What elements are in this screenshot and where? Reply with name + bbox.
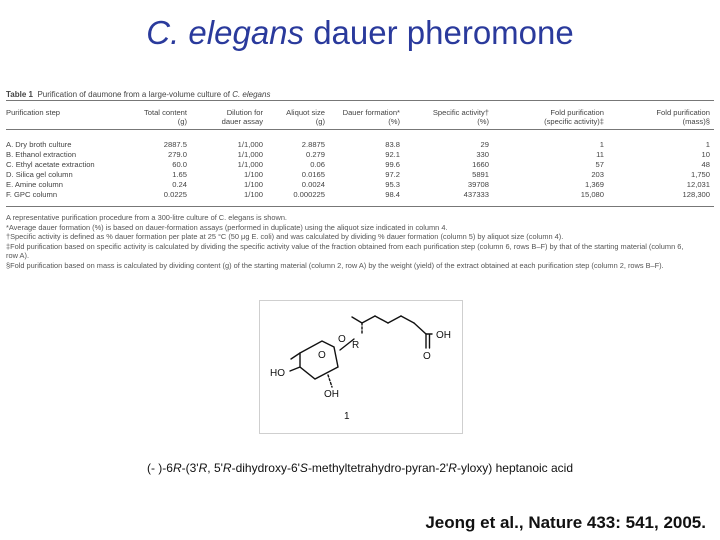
name-part: R xyxy=(222,461,232,475)
ring-methyl-bond xyxy=(291,353,300,359)
cell: 29 xyxy=(480,140,489,149)
ring-oh-bond xyxy=(290,367,300,371)
footnote: row A). xyxy=(6,251,29,261)
table-caption xyxy=(6,90,270,99)
cell: 15,080 xyxy=(580,190,604,199)
header-line: dauer assay xyxy=(221,117,263,126)
compound-number: 1 xyxy=(344,411,350,422)
cell: 1660 xyxy=(472,160,489,169)
cell: 2.8875 xyxy=(301,140,325,149)
cell: 11 xyxy=(596,150,604,159)
cell: 10 xyxy=(701,150,710,159)
name-part: -dihydroxy-6' xyxy=(231,461,300,475)
table-header-rule xyxy=(6,129,714,130)
header-line: Purification step xyxy=(6,108,61,117)
daumone-structure xyxy=(260,301,462,433)
cell: 437333 xyxy=(463,190,489,199)
cell: 39708 xyxy=(467,180,489,189)
cell: E. Amine column xyxy=(6,180,63,189)
header-purification-step xyxy=(6,108,60,117)
header-line: (mass)§ xyxy=(682,117,710,126)
header-total-content xyxy=(144,108,187,126)
cell: 60.0 xyxy=(172,160,187,169)
slide-title xyxy=(0,14,720,52)
cell: 203 xyxy=(591,170,604,179)
title-species: C. elegans xyxy=(146,14,305,51)
cell: 97.2 xyxy=(385,170,400,179)
table-top-rule xyxy=(6,100,714,101)
table-footnotes xyxy=(6,213,714,271)
chemical-structure xyxy=(259,300,463,434)
cell: 99.6 xyxy=(385,160,400,169)
cell: 48 xyxy=(701,160,710,169)
name-part: -(3' xyxy=(181,461,199,475)
bottom-oh-label: OH xyxy=(324,389,339,400)
chain-bond xyxy=(375,316,388,323)
name-part: S xyxy=(299,461,308,475)
citation: Jeong et al., Nature 433: 541, 2005. xyxy=(425,513,706,532)
cell: F. GPC column xyxy=(6,190,58,199)
cell: 92.1 xyxy=(385,150,400,159)
ring-o-label: O xyxy=(318,350,326,361)
cell: 83.8 xyxy=(385,140,400,149)
name-part: -methyltetrahydro-pyran-2' xyxy=(307,461,449,475)
footnote: †Specific activity is defined as % dauer formation per plate at 25 °C (50 μg E. coli) and was calculated by dividing % dauer formation (column 5) by aliquot size (column 4). xyxy=(6,232,564,242)
cell: 0.0225 xyxy=(163,190,187,199)
cell: 5891 xyxy=(472,170,489,179)
ring-oh-bond-bottom xyxy=(328,375,332,387)
cell: 1/100 xyxy=(243,170,263,179)
name-part: R xyxy=(448,461,457,475)
name-part: -yloxy) heptanoic acid xyxy=(456,461,574,475)
cell: 1 xyxy=(599,140,604,149)
cell: 2887.5 xyxy=(163,140,187,149)
name-part: R xyxy=(198,461,208,475)
cell: 1/1,000 xyxy=(237,140,263,149)
cell: 12,031 xyxy=(686,180,710,189)
header-line: (g) xyxy=(177,117,187,126)
cell: 128,300 xyxy=(682,190,710,199)
header-dauer-formation xyxy=(343,108,400,126)
header-line: Total content xyxy=(143,108,187,117)
header-line: (%) xyxy=(477,117,489,126)
header-line: Dauer formation* xyxy=(342,108,400,117)
header-line: Fold purification xyxy=(656,108,710,117)
cell: 330 xyxy=(476,150,489,159)
cell: B. Ethanol extraction xyxy=(6,150,77,159)
header-aliquot-size xyxy=(286,108,325,126)
cell: 1/1,000 xyxy=(237,150,263,159)
table-bottom-rule xyxy=(6,206,714,207)
header-line: Specific activity† xyxy=(432,108,489,117)
cell: 1,750 xyxy=(690,170,710,179)
header-line: Fold purification xyxy=(550,108,604,117)
cell: 0.000225 xyxy=(293,190,325,199)
cell: 1 xyxy=(705,140,710,149)
name-part: R xyxy=(172,461,182,475)
title-rest: dauer pheromone xyxy=(304,14,574,51)
footnote: ‡Fold purification based on specific activity is calculated by dividing the specific activity value of the fraction obtained from each purification step (column 6, rows B–F) by that of the starting material (column 6, xyxy=(6,241,684,251)
cell: 0.0165 xyxy=(301,170,325,179)
header-fold-specific xyxy=(544,108,604,126)
cell: A. Dry broth culture xyxy=(6,140,72,149)
header-line: (%) xyxy=(388,117,400,126)
cell: C. Ethyl acetate extraction xyxy=(6,160,95,169)
table-caption-text: Purification of daumone from a large-volume culture of xyxy=(37,90,233,99)
cell: 57 xyxy=(595,160,604,169)
cell: 95.3 xyxy=(385,180,400,189)
header-specific-activity xyxy=(433,108,489,126)
header-line: (g) xyxy=(315,117,325,126)
table-label: Table 1 xyxy=(6,90,33,99)
purification-table xyxy=(6,88,714,270)
cell: 1.65 xyxy=(172,170,187,179)
chain-bond xyxy=(388,316,401,323)
chain-bond xyxy=(414,323,426,334)
name-part: (- )-6 xyxy=(146,461,173,475)
footnote: §Fold purification based on mass is calculated by dividing content (g) of the starting material (column 2, row A) by the weight (yield) of the extract obtained at each purification step (column 2, rows B–F). xyxy=(6,260,664,270)
header-dilution xyxy=(222,108,263,126)
cell: 98.4 xyxy=(385,190,400,199)
ho-label: HO xyxy=(270,368,285,379)
stereo-r-label: R xyxy=(352,340,360,351)
acid-oh-label: OH xyxy=(436,330,451,341)
ether-o-label: O xyxy=(338,334,346,345)
cell: D. Silica gel column xyxy=(6,170,73,179)
cell: 1/100 xyxy=(243,180,263,189)
cell: 0.24 xyxy=(172,180,187,189)
methyl-bond xyxy=(352,317,362,323)
cell: 0.06 xyxy=(310,160,325,169)
cell: 0.0024 xyxy=(301,180,325,189)
header-line: Aliquot size xyxy=(286,108,325,117)
cell: 279.0 xyxy=(167,150,187,159)
table-caption-species: C. elegans xyxy=(232,90,271,99)
cell: 1/100 xyxy=(243,190,263,199)
footnote: *Average dauer formation (%) is based on dauer-formation assays (performed in duplicate) using the aliquot size indicated in column 4. xyxy=(6,222,448,232)
cell: 1/1,000 xyxy=(237,160,263,169)
compound-name xyxy=(0,461,720,475)
chain-bond xyxy=(362,316,375,323)
header-fold-mass xyxy=(656,108,710,126)
header-line: Dilution for xyxy=(226,108,263,117)
name-part: , 5' xyxy=(207,461,223,475)
carbonyl-o-label: O xyxy=(423,351,431,362)
footnote: A representative purification procedure from a 300-litre culture of C. elegans is shown. xyxy=(6,213,287,222)
cell: 0.279 xyxy=(305,150,325,159)
header-line: (specific activity)‡ xyxy=(544,117,604,126)
chain-bond xyxy=(401,316,414,323)
cell: 1,369 xyxy=(584,180,604,189)
